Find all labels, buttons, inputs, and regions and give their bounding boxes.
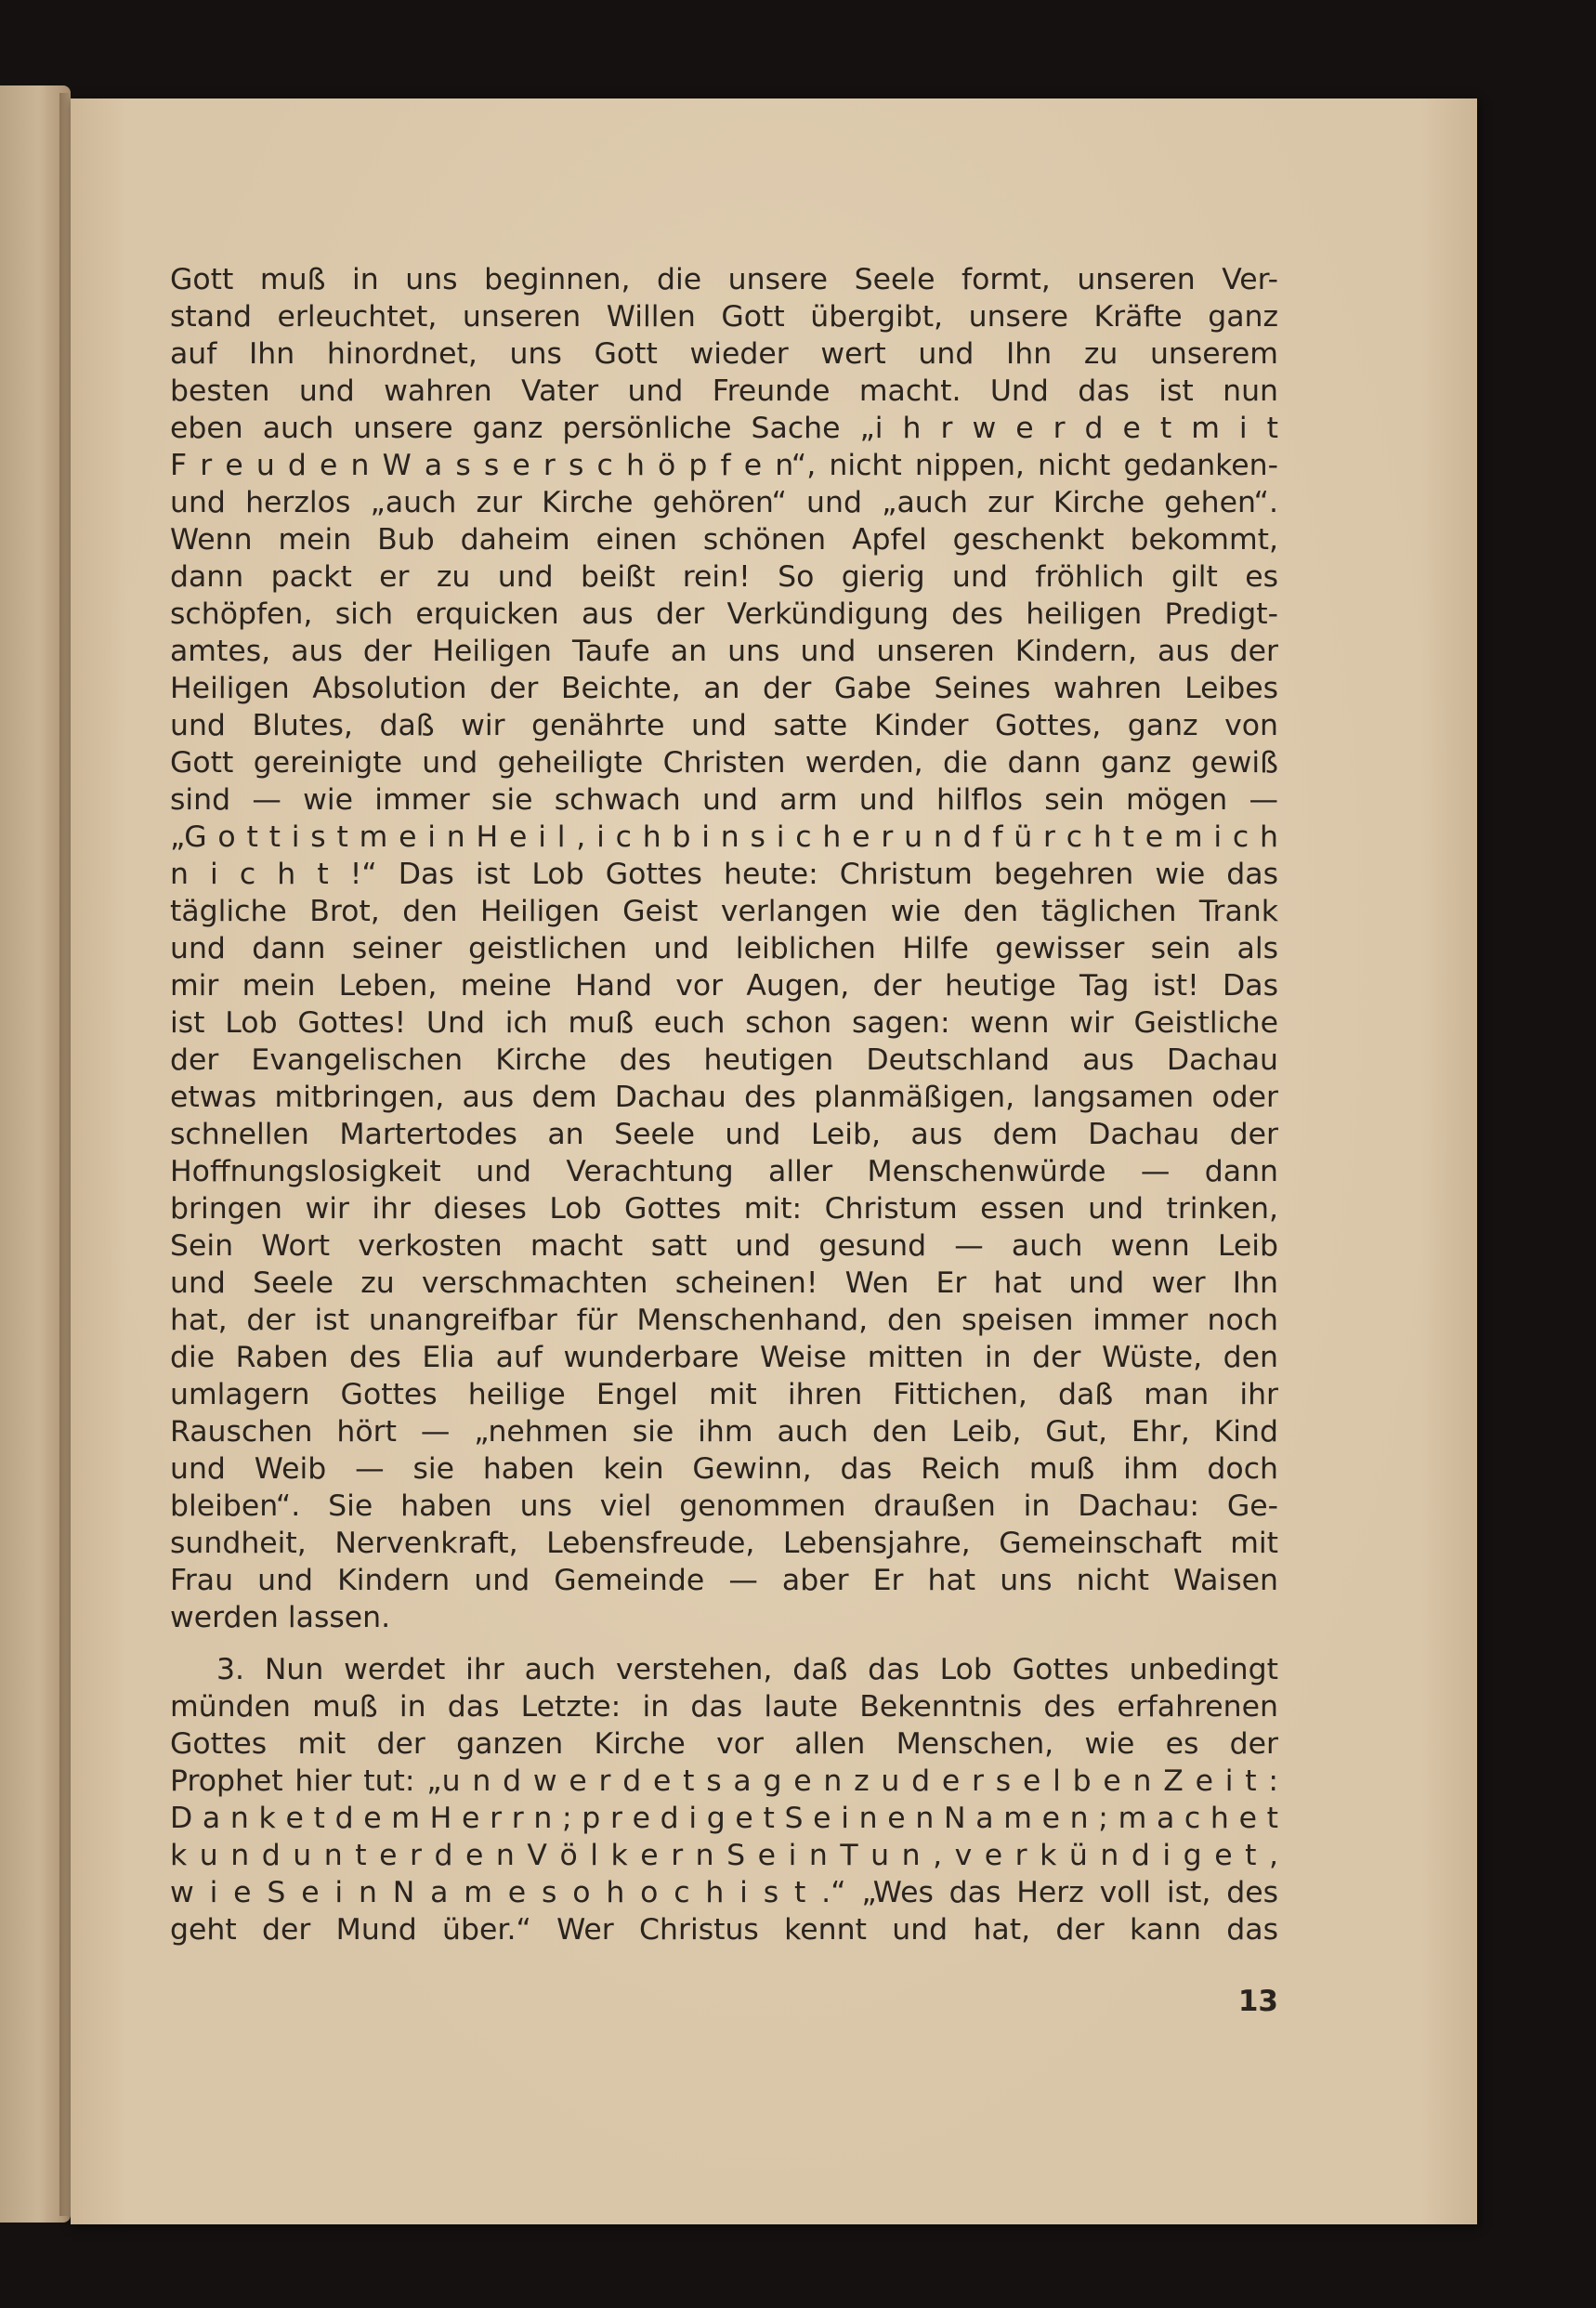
text-line: Gott muß in uns beginnen, die unsere Seele formt, unseren Ver-: [170, 263, 1278, 296]
text-line: ist Lob Gottes! Und ich muß euch schon sagen: wenn wir Geistliche: [170, 1006, 1278, 1040]
text-line: „G o t t i s t m e i n H e i l , i c h b i n s i c h e r u n d f ü r c h t e m i c h: [170, 820, 1278, 854]
text-line: und Seele zu verschmachten scheinen! Wen Er hat und wer Ihn: [170, 1266, 1278, 1300]
text-line: Hoffnungslosigkeit und Verachtung aller Menschenwürde — dann: [170, 1155, 1278, 1188]
text-line: etwas mitbringen, aus dem Dachau des planmäßigen, langsamen oder: [170, 1081, 1278, 1114]
text-line: sundheit, Nervenkraft, Lebensfreude, Lebensjahre, Gemeinschaft mit: [170, 1527, 1278, 1560]
text-line: die Raben des Elia auf wunderbare Weise mitten in der Wüste, den: [170, 1341, 1278, 1374]
text-line: münden muß in das Letzte: in das laute Bekenntnis des erfahrenen: [170, 1690, 1278, 1724]
paragraph-spacing: [170, 1636, 1278, 1651]
text-line: amtes, aus der Heiligen Taufe an uns und unseren Kindern, aus der: [170, 635, 1278, 668]
text-line: der Evangelischen Kirche des heutigen Deutschland aus Dachau: [170, 1043, 1278, 1077]
text-line: hat, der ist unangreifbar für Menschenhand, den speisen immer noch: [170, 1304, 1278, 1337]
text-line: schnellen Martertodes an Seele und Leib, aus dem Dachau der: [170, 1118, 1278, 1151]
text-line: Wenn mein Bub daheim einen schönen Apfel geschenkt bekommt,: [170, 523, 1278, 557]
text-line: Rauschen hört — „nehmen sie ihm auch den Leib, Gut, Ehr, Kind: [170, 1415, 1278, 1449]
text-line: schöpfen, sich erquicken aus der Verkündigung des heiligen Predigt-: [170, 597, 1278, 631]
text-line: eben auch unsere ganz persönliche Sache „i h r w e r d e t m i t: [170, 412, 1278, 445]
text-line: umlagern Gottes heilige Engel mit ihren Fittichen, daß man ihr: [170, 1378, 1278, 1411]
text-line: Frau und Kindern und Gemeinde — aber Er hat uns nicht Waisen: [170, 1564, 1278, 1597]
text-line: D a n k e t d e m H e r r n ; p r e d i g e t S e i n e n N a m e n ; m a c h e t: [170, 1802, 1278, 1835]
text-line: mir mein Leben, meine Hand vor Augen, der heutige Tag ist! Das: [170, 969, 1278, 1003]
text-line: w i e S e i n N a m e s o h o c h i s t .“ „Wes das Herz voll ist, des: [170, 1876, 1278, 1909]
text-line: und herzlos „auch zur Kirche gehören“ und „auch zur Kirche gehen“.: [170, 486, 1278, 519]
text-line: bleiben“. Sie haben uns viel genommen draußen in Dachau: Ge-: [170, 1489, 1278, 1523]
text-line: auf Ihn hinordnet, uns Gott wieder wert und Ihn zu unserem: [170, 337, 1278, 371]
text-line: werden lassen.: [170, 1601, 391, 1634]
text-line: stand erleuchtet, unseren Willen Gott übergibt, unsere Kräfte ganz: [170, 300, 1278, 334]
book-page: [71, 98, 1477, 2224]
text-line: k u n d u n t e r d e n V ö l k e r n S e i n T u n , v e r k ü n d i g e t ,: [170, 1839, 1278, 1872]
text-line: tägliche Brot, den Heiligen Geist verlangen wie den täglichen Trank: [170, 895, 1278, 928]
text-line: besten und wahren Vater und Freunde macht. Und das ist nun: [170, 374, 1278, 408]
body-text: [170, 261, 1278, 1948]
text-line: 3. Nun werdet ihr auch verstehen, daß das Lob Gottes unbedingt: [216, 1653, 1278, 1686]
text-line: sind — wie immer sie schwach und arm und hilflos sein mögen —: [170, 783, 1278, 817]
text-line: und Weib — sie haben kein Gewinn, das Reich muß ihm doch: [170, 1452, 1278, 1486]
page-number: 13: [1237, 1985, 1278, 2018]
text-line: F r e u d e n W a s s e r s c h ö p f e n“, nicht nippen, nicht gedanken-: [170, 449, 1278, 482]
paragraph-2: [170, 1651, 1278, 1948]
text-line: dann packt er zu und beißt rein! So gierig und fröhlich gilt es: [170, 560, 1278, 594]
text-line: Gott gereinigte und geheiligte Christen werden, die dann ganz gewiß: [170, 746, 1278, 780]
text-line: n i c h t !“ Das ist Lob Gottes heute: Christum begehren wie das: [170, 858, 1278, 891]
text-line: und dann seiner geistlichen und leiblichen Hilfe gewisser sein als: [170, 932, 1278, 965]
page-gutter-shadow: [59, 93, 71, 2216]
text-line: und Blutes, daß wir genährte und satte Kinder Gottes, ganz von: [170, 709, 1278, 742]
text-line: Prophet hier tut: „u n d w e r d e t s a g e n z u d e r s e l b e n Z e i t :: [170, 1764, 1278, 1798]
text-line: Sein Wort verkosten macht satt und gesund — auch wenn Leib: [170, 1229, 1278, 1263]
paragraph-1: [170, 261, 1278, 1636]
text-line: bringen wir ihr dieses Lob Gottes mit: Christum essen und trinken,: [170, 1192, 1278, 1226]
text-line: Heiligen Absolution der Beichte, an der Gabe Seines wahren Leibes: [170, 672, 1278, 705]
text-line: Gottes mit der ganzen Kirche vor allen Menschen, wie es der: [170, 1727, 1278, 1761]
text-line: geht der Mund über.“ Wer Christus kennt und hat, der kann das: [170, 1913, 1278, 1947]
